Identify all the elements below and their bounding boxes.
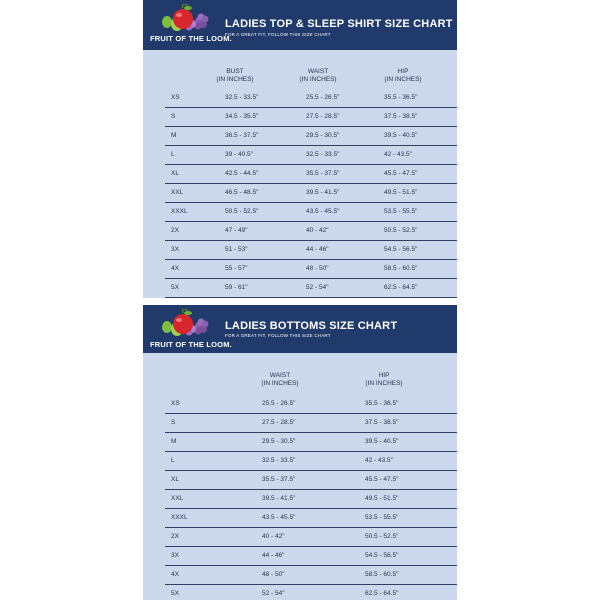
measurement-cell: 37.5 - 38.5" — [365, 419, 399, 426]
size-label: S — [171, 113, 176, 120]
table-row — [143, 165, 457, 184]
measurement-cell: 48 - 50" — [306, 265, 329, 272]
col-header-waist: WAIST (IN INCHES) — [299, 68, 337, 83]
table-row — [143, 184, 457, 203]
size-label: 3X — [171, 552, 179, 559]
measurement-cell: 44 - 46" — [306, 246, 329, 253]
col-header-bust: BUST (IN INCHES) — [216, 68, 254, 83]
size-label: L — [171, 457, 175, 464]
top-size-chart — [143, 0, 457, 298]
size-label: XL — [171, 476, 179, 483]
measurement-cell: 50.5 - 52.5" — [225, 208, 259, 215]
measurement-cell: 25.5 - 26.5" — [262, 400, 296, 407]
measurement-cell: 29.5 - 30.5" — [262, 438, 296, 445]
measurement-cell: 36.5 - 37.5" — [225, 132, 259, 139]
table-row — [143, 127, 457, 146]
measurement-cell: 48 - 50" — [262, 571, 285, 578]
table-row — [143, 490, 457, 509]
size-label: S — [171, 419, 176, 426]
table-row — [143, 585, 457, 600]
measurement-cell: 43.5 - 45.5" — [306, 208, 340, 215]
size-label: XXL — [171, 189, 184, 196]
measurement-cell: 55 - 57" — [225, 265, 248, 272]
bottom-chart-subtitle: FOR A GREAT FIT, FOLLOW THIS SIZE CHART — [225, 333, 331, 338]
measurement-cell: 40 - 42" — [306, 227, 329, 234]
bottom-chart-header — [143, 305, 457, 353]
table-row — [143, 547, 457, 566]
top-chart-header — [143, 0, 457, 50]
size-label: 5X — [171, 590, 179, 597]
table-row — [143, 108, 457, 127]
measurement-cell: 51 - 53" — [225, 246, 248, 253]
measurement-cell: 44 - 46" — [262, 552, 285, 559]
size-label: XXL — [171, 495, 184, 502]
measurement-cell: 37.5 - 38.5" — [384, 113, 418, 120]
measurement-cell: 62.5 - 64.5" — [365, 590, 399, 597]
measurement-cell: 39.5 - 41.5" — [306, 189, 340, 196]
measurement-cell: 45.5 - 47.5" — [365, 476, 399, 483]
table-row — [143, 260, 457, 279]
measurement-cell: 39.5 - 40.5" — [365, 438, 399, 445]
measurement-cell: 50.5 - 52.5" — [384, 227, 418, 234]
brand-name: FRUIT OF THE LOOM. — [150, 34, 232, 43]
col-header-hip: HIP (IN INCHES) — [384, 68, 422, 83]
measurement-cell: 42 - 43.5" — [365, 457, 393, 464]
measurement-cell: 39.5 - 40.5" — [384, 132, 418, 139]
bottom-chart-title: LADIES BOTTOMS SIZE CHART — [225, 320, 398, 332]
measurement-cell: 34.5 - 35.5" — [225, 113, 259, 120]
bottom-size-chart — [143, 305, 457, 600]
table-row — [143, 471, 457, 490]
table-row — [143, 146, 457, 165]
table-row — [143, 433, 457, 452]
size-label: XL — [171, 170, 179, 177]
measurement-cell: 35.5 - 37.5" — [262, 476, 296, 483]
measurement-cell: 46.5 - 48.5" — [225, 189, 259, 196]
measurement-cell: 49.5 - 51.5" — [365, 495, 399, 502]
measurement-cell: 42.5 - 44.5" — [225, 170, 259, 177]
measurement-cell: 32.5 - 33.5" — [262, 457, 296, 464]
measurement-cell: 27.5 - 28.5" — [306, 113, 340, 120]
row-divider — [165, 297, 457, 298]
table-row — [143, 395, 457, 414]
size-label: XS — [171, 400, 180, 407]
top-chart-subtitle: FOR A GREAT FIT, FOLLOW THIS SIZE CHART — [225, 32, 331, 37]
measurement-cell: 43.5 - 45.5" — [262, 514, 296, 521]
brand-name: FRUIT OF THE LOOM. — [150, 340, 232, 349]
size-label: XXXL — [171, 208, 188, 215]
measurement-cell: 32.5 - 33.5" — [225, 94, 259, 101]
table-row — [143, 279, 457, 298]
measurement-cell: 52 - 54" — [306, 284, 329, 291]
col-header-hip: HIP (IN INCHES) — [365, 372, 403, 387]
measurement-cell: 53.5 - 55.5" — [365, 514, 399, 521]
measurement-cell: 59 - 61" — [225, 284, 248, 291]
top-chart-title: LADIES TOP & SLEEP SHIRT SIZE CHART — [225, 18, 453, 30]
measurement-cell: 62.5 - 64.5" — [384, 284, 418, 291]
table-row — [143, 452, 457, 471]
measurement-cell: 39.5 - 41.5" — [262, 495, 296, 502]
measurement-cell: 50.5 - 52.5" — [365, 533, 399, 540]
col-header-waist: WAIST (IN INCHES) — [261, 372, 299, 387]
measurement-cell: 29.5 - 30.5" — [306, 132, 340, 139]
measurement-cell: 52 - 54" — [262, 590, 285, 597]
size-label: M — [171, 438, 177, 445]
measurement-cell: 39 - 40.5" — [225, 151, 253, 158]
measurement-cell: 45.5 - 47.5" — [384, 170, 418, 177]
size-label: XXXL — [171, 514, 188, 521]
measurement-cell: 25.5 - 26.5" — [306, 94, 340, 101]
measurement-cell: 58.5 - 60.5" — [365, 571, 399, 578]
measurement-cell: 27.5 - 28.5" — [262, 419, 296, 426]
measurement-cell: 47 - 49" — [225, 227, 248, 234]
size-label: 2X — [171, 227, 179, 234]
measurement-cell: 40 - 42" — [262, 533, 285, 540]
table-row — [143, 509, 457, 528]
size-label: 4X — [171, 571, 179, 578]
table-row — [143, 222, 457, 241]
measurement-cell: 42 - 43.5" — [384, 151, 412, 158]
measurement-cell: 35.5 - 36.5" — [365, 400, 399, 407]
table-row — [143, 203, 457, 222]
table-row — [143, 89, 457, 108]
measurement-cell: 49.5 - 51.5" — [384, 189, 418, 196]
size-label: L — [171, 151, 175, 158]
measurement-cell: 54.5 - 56.5" — [365, 552, 399, 559]
measurement-cell: 54.5 - 56.5" — [384, 246, 418, 253]
measurement-cell: 53.5 - 55.5" — [384, 208, 418, 215]
size-label: M — [171, 132, 177, 139]
table-row — [143, 414, 457, 433]
size-label: 4X — [171, 265, 179, 272]
table-row — [143, 528, 457, 547]
size-label: 5X — [171, 284, 179, 291]
table-row — [143, 241, 457, 260]
size-label: XS — [171, 94, 180, 101]
table-row — [143, 566, 457, 585]
size-label: 3X — [171, 246, 179, 253]
size-label: 2X — [171, 533, 179, 540]
measurement-cell: 35.5 - 36.5" — [384, 94, 418, 101]
measurement-cell: 32.5 - 33.5" — [306, 151, 340, 158]
measurement-cell: 35.5 - 37.5" — [306, 170, 340, 177]
measurement-cell: 58.5 - 60.5" — [384, 265, 418, 272]
